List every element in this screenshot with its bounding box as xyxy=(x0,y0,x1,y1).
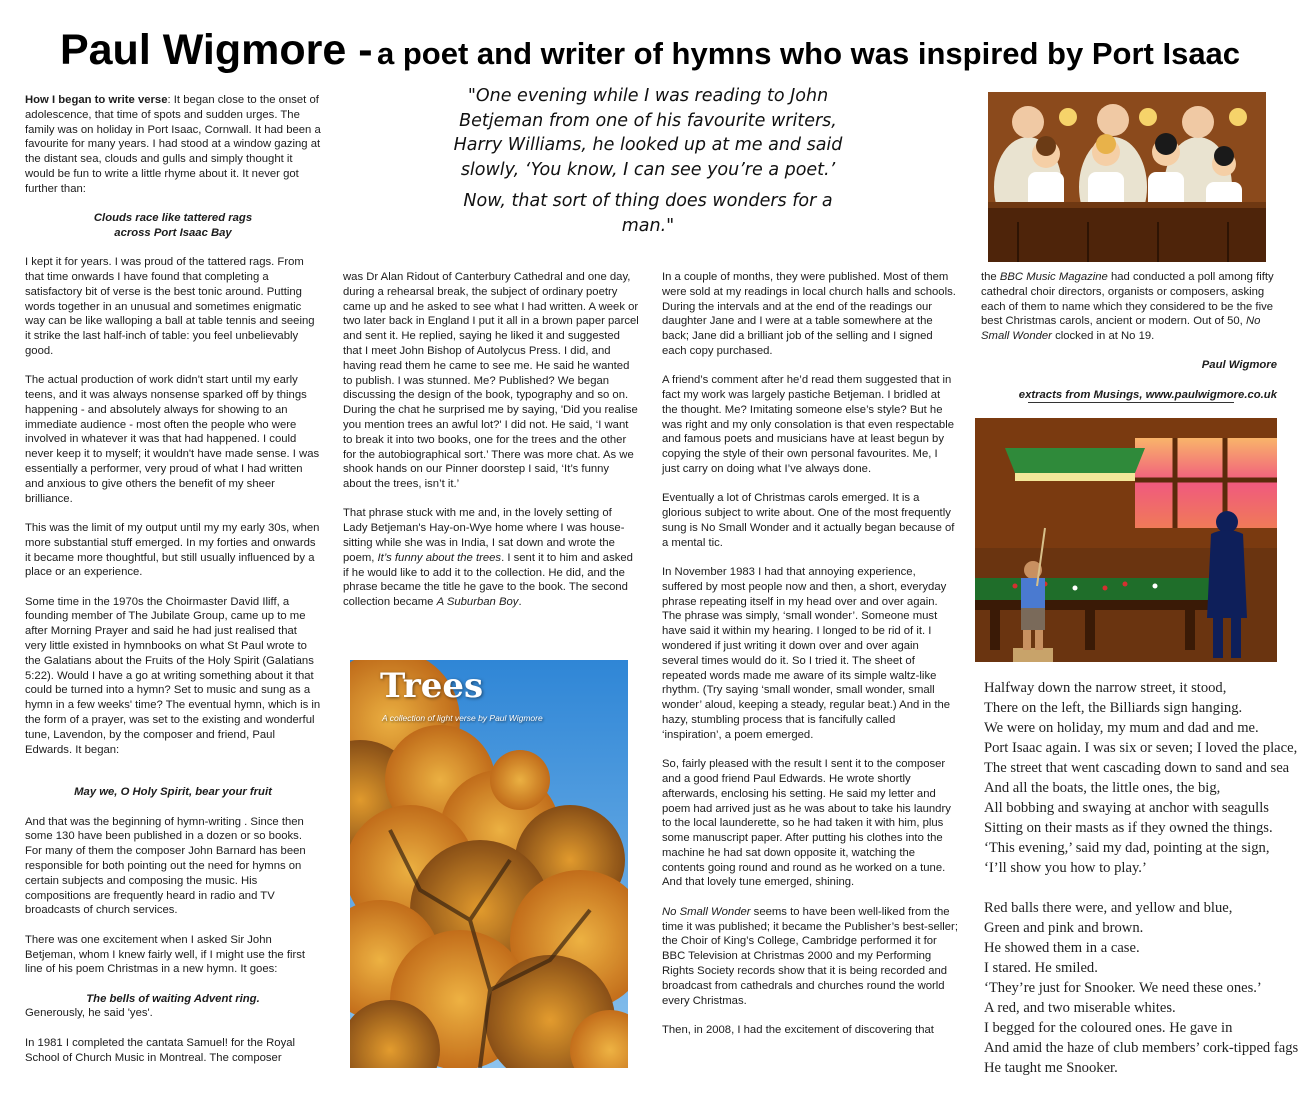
paragraph: There was one excitement when I asked Sir John Betjeman, whom I knew fairly well, if I might use the first line of his poem Christmas in a new hymn. It goes: xyxy=(25,933,306,976)
poem-line: I begged for the coloured ones. He gave in xyxy=(984,1020,1233,1036)
paragraph: In November 1983 I had that annoying experience, suffered by most people now and then, a short, everyday phrase repeating itself in my head over and over again. The phrase was simply, ‘small wonder’. Someone must have said it within my hearing. I longed to be rid of it. I wondered if just writing it down over and over again several times would do it. So I tried it. The sheet of repeated words made me aware of its simple waltz-like rhythm. (Try saying ‘small wonder, small wonder, small wonder’ aloud, keeping a steady, regular beat.) And in the hazy, stumbling process that is fancifully called ‘inspiration’, a poem emerged. xyxy=(662,566,951,741)
intro-heading: How I began to write verse xyxy=(25,94,168,106)
paragraph: the BBC Music Magazine had conducted a poll among fifty cathedral choir directors, organists or composers, asking each of them to name which they considered to be the five best Christmas carols, ancient or modern. Out of 50, No Small Wonder clocked in at No 19. xyxy=(981,271,1274,343)
quote-line-1: "One evening while I was reading to John Betjeman from one of his favourite writers, Harry Williams, he looked up at me and said slowly, ‘You know, I can see you’re a poet.’ xyxy=(453,86,843,180)
verse-holy-spirit: May we, O Holy Spirit, bear your fruit xyxy=(74,786,272,799)
headline-name: Paul Wigmore - xyxy=(59,26,373,74)
poem-line: There on the left, the Billiards sign hanging. xyxy=(984,700,1243,716)
column-4 xyxy=(981,270,1277,417)
paragraph: Then, in 2008, I had the excitement of discovering that xyxy=(662,1023,934,1036)
paragraph: So, fairly pleased with the result I sent it to the composer and a good friend Paul Edwards. He wrote shortly afterwards, enclosing his setting. He said my letter and poem had arrived just as he was about to take his laundry to the local launderette, so he had taken it with him, plus some manuscript paper. After putting his clothes into the machine he had sat down opposite it, watching the contents going round and round as he worked on a tune. And that lovely tune emerged, shining. xyxy=(662,758,951,889)
signature-source: extracts from Musings, www.paulwigmore.co.uk xyxy=(1018,388,1277,401)
paragraph: Some time in the 1970s the Choirmaster David Iliff, a founding member of The Jubilate Group, came up to me after Morning Prayer and said he had just realised that very little existed in hymnbooks on what St Paul wrote to the Galatians about the Fruits of the Holy Spirit (Galatians 5:22). Would I have a go at writing something about it that could be turned into a hymn? Set to music and sung as a hymn in a few weeks' time? The eventual hymn, which is in the form of a prayer, was set to the existing and wonderful tune, Lavendon, by the composer and friend, Paul Edwards. It began: xyxy=(25,595,321,756)
paragraph: In 1981 I completed the cantata Samuel! for the Royal School of Church Music in Montreal. The composer xyxy=(25,1036,296,1064)
paragraph: No Small Wonder seems to have been well-liked from the time it was published; it became the Publisher’s best-seller; the Choir of King’s College, Cambridge performed it for BBC Television at Christmas 2000 and my Performing Rights Society records show that it is being recorded and broadcast from cathedrals and churches round the world every Christmas. xyxy=(662,905,958,1007)
paragraph: This was the limit of my output until my my early 30s, when more substantial stuff emerged. In my forties and onwards it became more thoughtful, but still usually influenced by a place or an experience. xyxy=(25,521,320,579)
paragraph: The actual production of work didn't start until my early teens, and it was always nonsense sparked off by things happening - and absolutely always for showing to an immediate audience - most often the people who were involved in whatever it was that had happened. I could never keep it to myself; it wouldn't have made sense. I was essentially a performer, very proud of what I had written and anxious to give others the benefit of my sheer brilliance. xyxy=(25,374,320,505)
paragraph: I kept it for years. I was proud of the tattered rags. From that time onwards I have found that completing a satisfactory bit of verse is the best tonic around. Putting words together in an unusual and sometimes enigmatic way can be like walloping a ball at table tennis and seeing it strike the last half-inch of table: you feel unbelievably good. xyxy=(25,256,315,357)
book-subtitle: A collection of light verse by Paul Wigmore xyxy=(382,713,543,723)
paragraph: Eventually a lot of Christmas carols emerged. It is a glorious subject to write about. One of the most frequently sung is No Small Wonder and it actually began because of a mental tic. xyxy=(662,492,955,549)
paragraph: That phrase stuck with me and, in the lovely setting of Lady Betjeman's Hay-on-Wye home where I was house-sitting while she was in India, I sat down and wrote the poem, It’s funny about the trees. I sent it to him and asked if he would like to add it to the collection. He did, and the phrase became the title he gave to the book. The second collection became A Suburban Boy. xyxy=(343,507,633,609)
divider xyxy=(1028,402,1234,403)
poem-billiards xyxy=(984,678,1299,1078)
poem-line: A red, and two miserable whites. xyxy=(984,1000,1176,1016)
verse-advent: The bells of waiting Advent ring. xyxy=(86,992,260,1005)
column-2 xyxy=(343,270,639,625)
quote-line-2: Now, that sort of thing does wonders for a man." xyxy=(463,191,833,236)
paragraph: Generously, he said 'yes'. xyxy=(25,1007,153,1020)
signature-name: Paul Wigmore xyxy=(1201,359,1277,372)
poem-line: And amid the haze of club members’ cork-tipped fags xyxy=(984,1040,1299,1056)
poem-line: Sitting on their masts as if they owned the things. xyxy=(984,820,1273,836)
paragraph: And that was the beginning of hymn-writing . Since then some 130 have been published in a dozen or so books. For many of them the composer John Barnard has been responsible for both pointing out the need for hymns on certain subjects and composing the music. His compositions are frequently heard in radio and TV broadcasts of church services. xyxy=(25,815,306,917)
column-3 xyxy=(662,270,958,1052)
poem-line: And all the boats, the little ones, the big, xyxy=(984,780,1221,796)
intro-text: : It began close to the onset of adolescence, that time of spots and sudden urges. The family was on holiday in Port Isaac, Cornwall. It had been a favourite for many years. I had stood at a window gazing at the distant sea, clouds and gulls and simply thought it would be fun to write a little rhyme about it. It never got further than: xyxy=(25,94,321,195)
poem-line: ‘This evening,’ said my dad, pointing at the sign, xyxy=(984,840,1270,856)
poem-line: We were on holiday, my mum and dad and me. xyxy=(984,720,1259,736)
poem-line: He taught me Snooker. xyxy=(984,1060,1118,1076)
paragraph: In a couple of months, they were published. Most of them were sold at my readings in local church halls and schools. During the intervals and at the end of the readings our daughter Jane and I were at a table somewhere at the back; Jane did a brilliant job of the selling and I signed each copy purchased. xyxy=(662,271,956,357)
column-1 xyxy=(25,93,321,1080)
paragraph: A friend’s comment after he’d read them suggested that in fact my work was largely pastiche Betjeman. I bridled at the thought. Me? Imitating someone else’s style? But he was right and my only consolation is that even respectable and famous poets and musicians have at least begun by copying the style of their own personal favourites. Me, I just carry on doing what I’ve always done. xyxy=(662,374,954,476)
pull-quote xyxy=(448,84,848,245)
paragraph: was Dr Alan Ridout of Canterbury Cathedral and one day, during a rehearsal break, the subject of ordinary poetry came up and he asked to see what I had written. A week or two later back in England I put it all in a brown paper parcel and sent it. He replied, saying he liked it and suggested that I meet John Bishop of Autolycus Press. I did, and having read them he came to see me. He said he wanted to publish. I was stunned. Me? Published? We began discussing the design of the book, typography and so on. During the chat he surprised me by saying, 'Did you realise you mention trees an awful lot?' I did not. He said, ‘I want to break it into two books, one for the trees and the other for the autobiographical sort.’ There was more chat. As we shook hands on our Pinner doorstep I said, ‘It’s funny about the trees, isn’t it.’ xyxy=(343,271,639,491)
poem-line: Port Isaac again. I was six or seven; I loved the place, xyxy=(984,740,1298,756)
intro-paragraph xyxy=(25,93,321,197)
choir-illustration xyxy=(988,92,1266,262)
headline xyxy=(0,26,1300,75)
poem-line: Green and pink and brown. xyxy=(984,920,1144,936)
poem-line: All bobbing and swaying at anchor with seagulls xyxy=(984,800,1269,816)
trees-book-cover-image xyxy=(350,660,628,1068)
stanza-break xyxy=(984,878,1284,898)
poem-line: ‘I’ll show you how to play.’ xyxy=(984,860,1147,876)
snooker-room-illustration xyxy=(975,418,1277,662)
poem-line: The street that went cascading down to sand and sea xyxy=(984,760,1290,776)
book-title: Trees xyxy=(380,666,484,706)
verse-clouds: Clouds race like tattered rags across Port Isaac Bay xyxy=(93,212,253,239)
poem-line: ‘They’re just for Snooker. We need these ones.’ xyxy=(984,980,1262,996)
poem-line: I stared. He smiled. xyxy=(984,960,1098,976)
poem-line: Halfway down the narrow street, it stood, xyxy=(984,680,1227,696)
poem-line: He showed them in a case. xyxy=(984,940,1140,956)
poem-line: Red balls there were, and yellow and blue, xyxy=(984,900,1233,916)
headline-rest: a poet and writer of hymns who was inspired by Port Isaac xyxy=(377,36,1241,71)
